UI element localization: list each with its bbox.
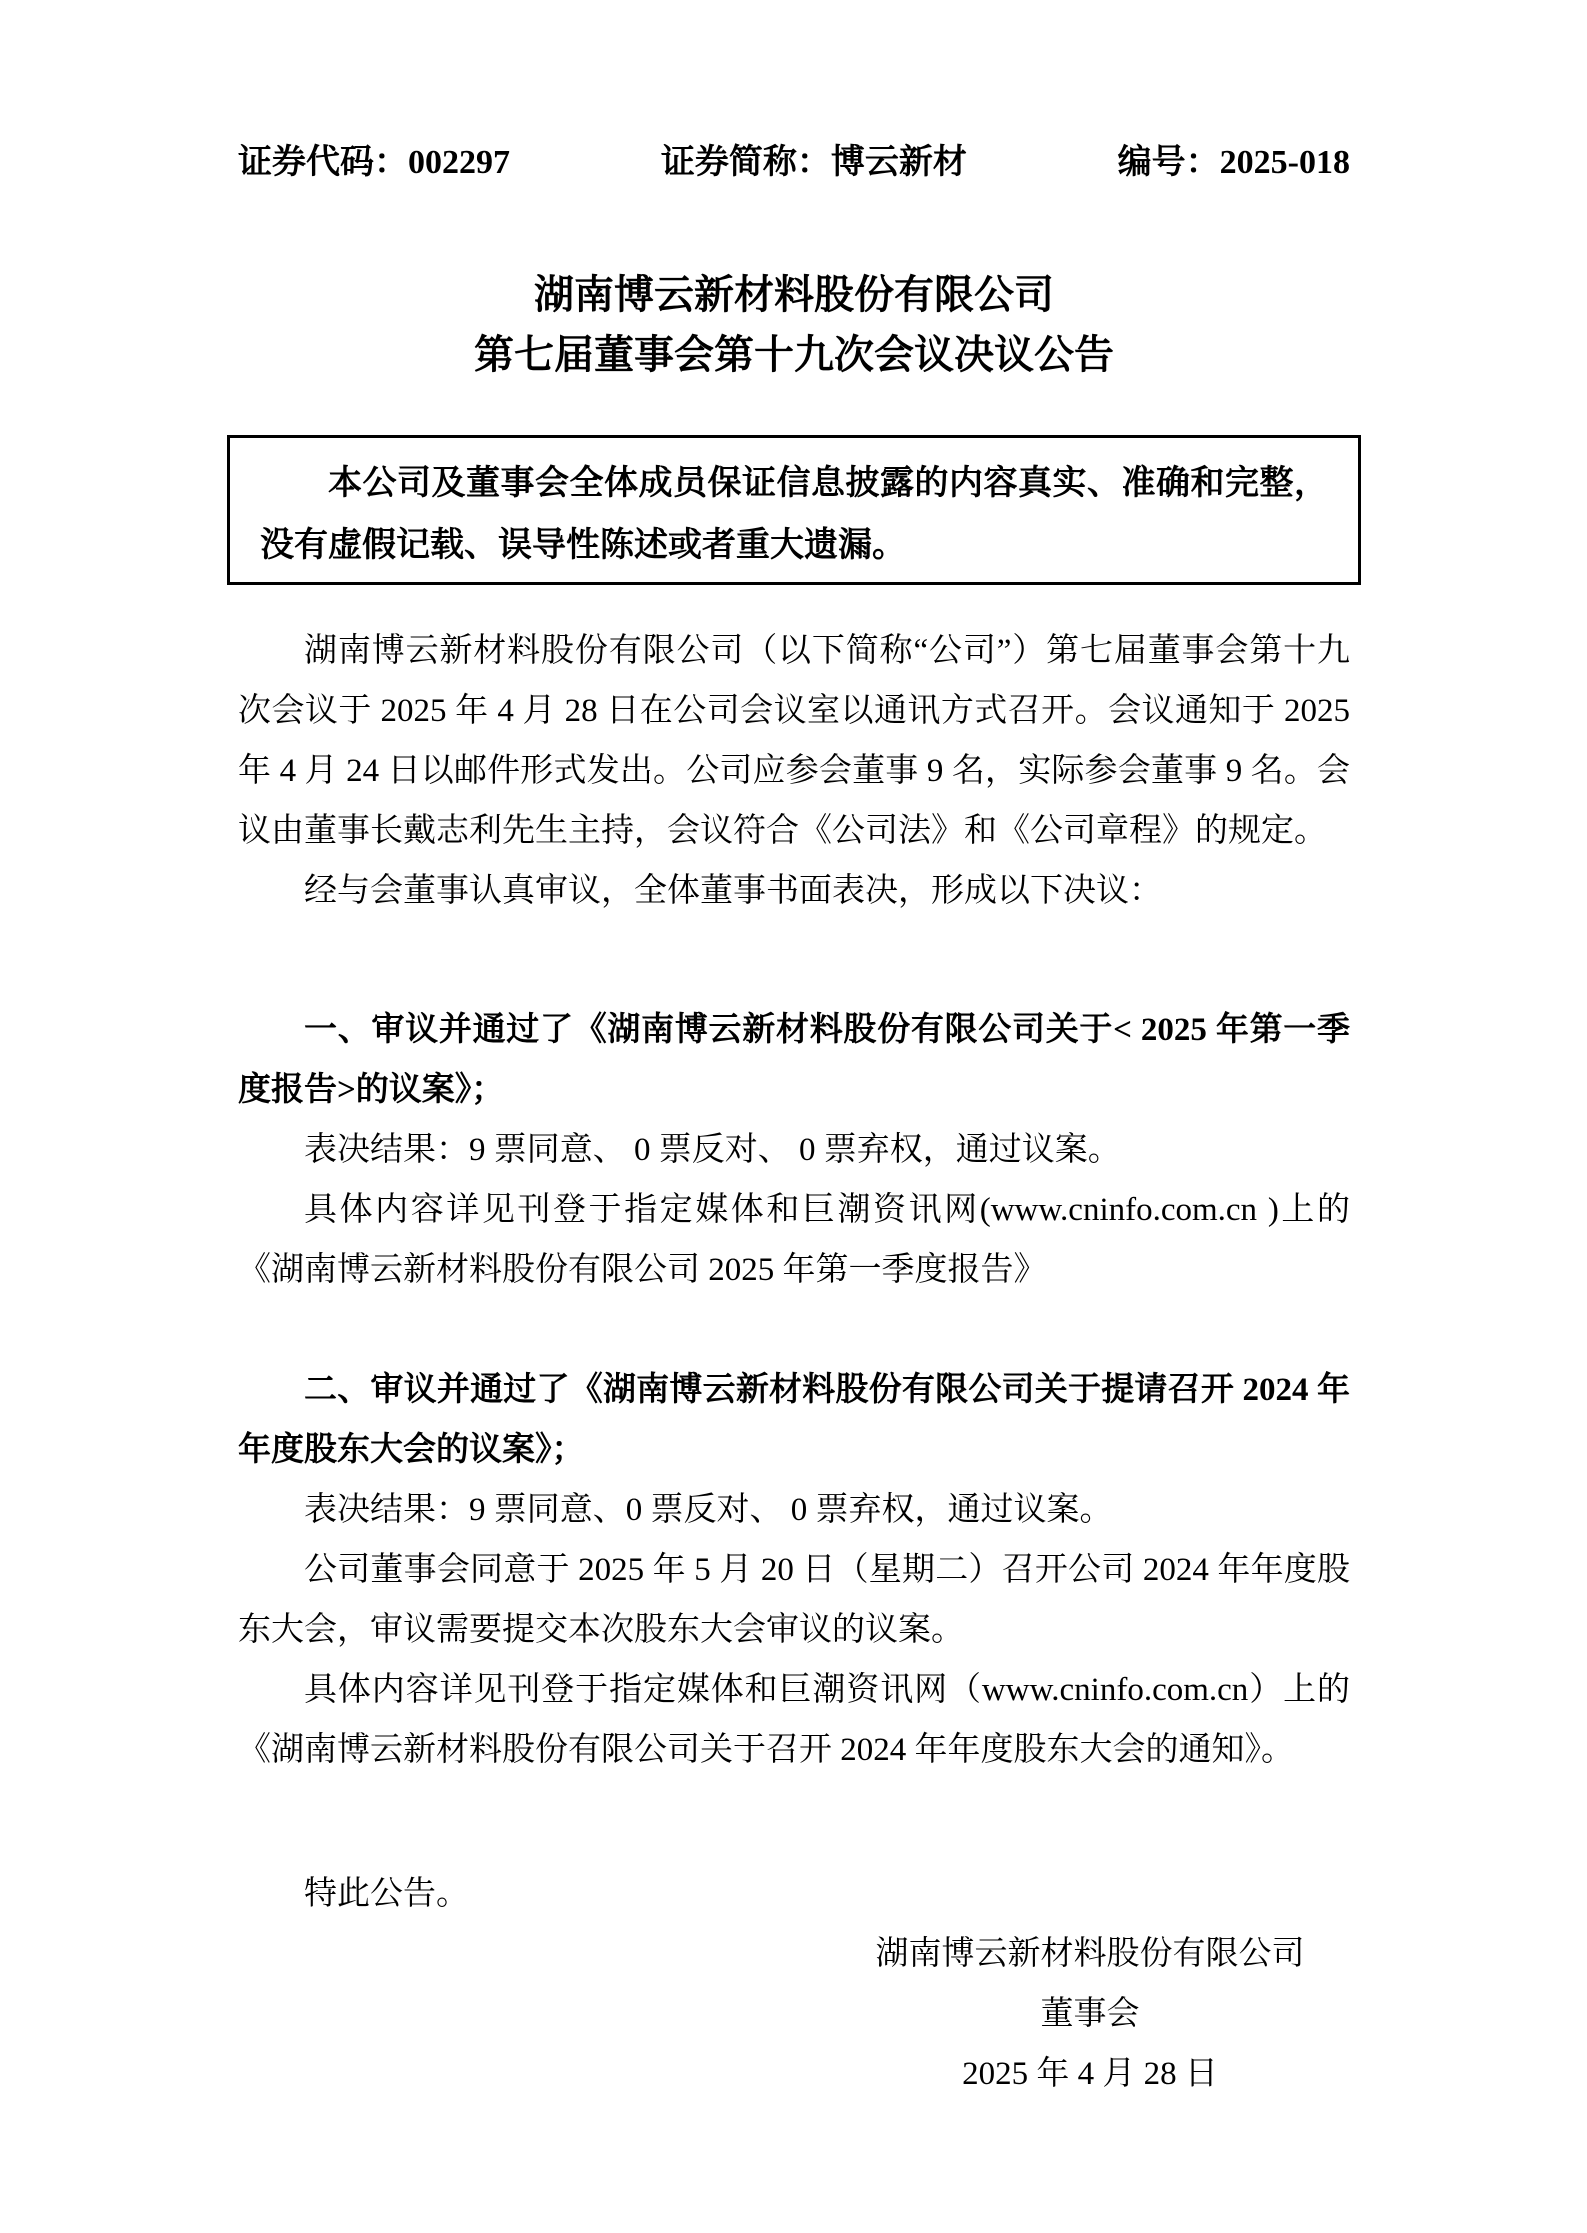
- section-2-detail: 具体内容详见刊登于指定媒体和巨潮资讯网（www.cninfo.com.cn）上的《湖南博云新材料股份有限公司关于召开 2024 年年度股东大会的通知》。: [238, 1672, 1350, 1768]
- intro-paragraph-1: 湖南博云新材料股份有限公司（以下简称“公司”）第七届董事会第十九次会议于 2025 年 4 月 28 日在公司会议室以通讯方式召开。会议通知于 2025 年 4 月 24 日以邮件形式发出。公司应参会董事 9 名，实际参会董事 9 名。会议由董事长戴志利先生主持，会议符合《公司法》和《公司章程》的规定。: [238, 633, 1350, 849]
- page-title: [238, 265, 1350, 385]
- document-header-row: [238, 140, 1350, 185]
- stock-code-label: 证券代码：002297: [238, 144, 510, 181]
- section-2-vote-result: 表决结果：9 票同意、0 票反对、 0 票弃权，通过议案。: [304, 1492, 1113, 1528]
- section-2-heading: 二、审议并通过了《湖南博云新材料股份有限公司关于提请召开 2024 年年度股东大会的议案》；: [238, 1372, 1350, 1468]
- disclaimer-text: 本公司及董事会全体成员保证信息披露的内容真实、准确和完整，没有虚假记载、误导性陈述或者重大遗漏。: [260, 465, 1328, 564]
- page-title-line1: 湖南博云新材料股份有限公司: [534, 272, 1054, 317]
- signature-date: 2025 年 4 月 28 日: [962, 2056, 1218, 2092]
- closing-note: 特此公告。: [304, 1876, 469, 1912]
- announcement-number-label: 编号：2025-018: [1117, 144, 1350, 181]
- intro-block: [238, 621, 1350, 921]
- closing-block: [238, 1864, 1350, 1924]
- resolution-section-1: [238, 1000, 1350, 1300]
- section-1-heading: 一、审议并通过了《湖南博云新材料股份有限公司关于< 2025 年第一季度报告>的议案》；: [238, 1012, 1350, 1108]
- stock-short-name-label: 证券简称：博云新材: [660, 144, 967, 181]
- intro-paragraph-2: 经与会董事认真审议，全体董事书面表决，形成以下决议：: [304, 873, 1162, 909]
- document-body: [238, 621, 1350, 2104]
- resolution-section-2: [238, 1360, 1350, 1780]
- page-title-line2: 第七届董事会第十九次会议决议公告: [474, 332, 1114, 377]
- section-1-detail: 具体内容详见刊登于指定媒体和巨潮资讯网(www.cninfo.com.cn )上的《湖南博云新材料股份有限公司 2025 年第一季度报告》: [238, 1192, 1350, 1288]
- signature-board: 董事会: [1040, 1996, 1140, 2032]
- section-1-vote-result: 表决结果：9 票同意、 0 票反对、 0 票弃权，通过议案。: [304, 1132, 1121, 1168]
- disclaimer-box: [227, 435, 1361, 585]
- signature-company: 湖南博云新材料股份有限公司: [875, 1936, 1305, 1972]
- signature-block: [840, 1924, 1340, 2104]
- section-2-resolution: 公司董事会同意于 2025 年 5 月 20 日（星期二）召开公司 2024 年年度股东大会，审议需要提交本次股东大会审议的议案。: [238, 1552, 1350, 1648]
